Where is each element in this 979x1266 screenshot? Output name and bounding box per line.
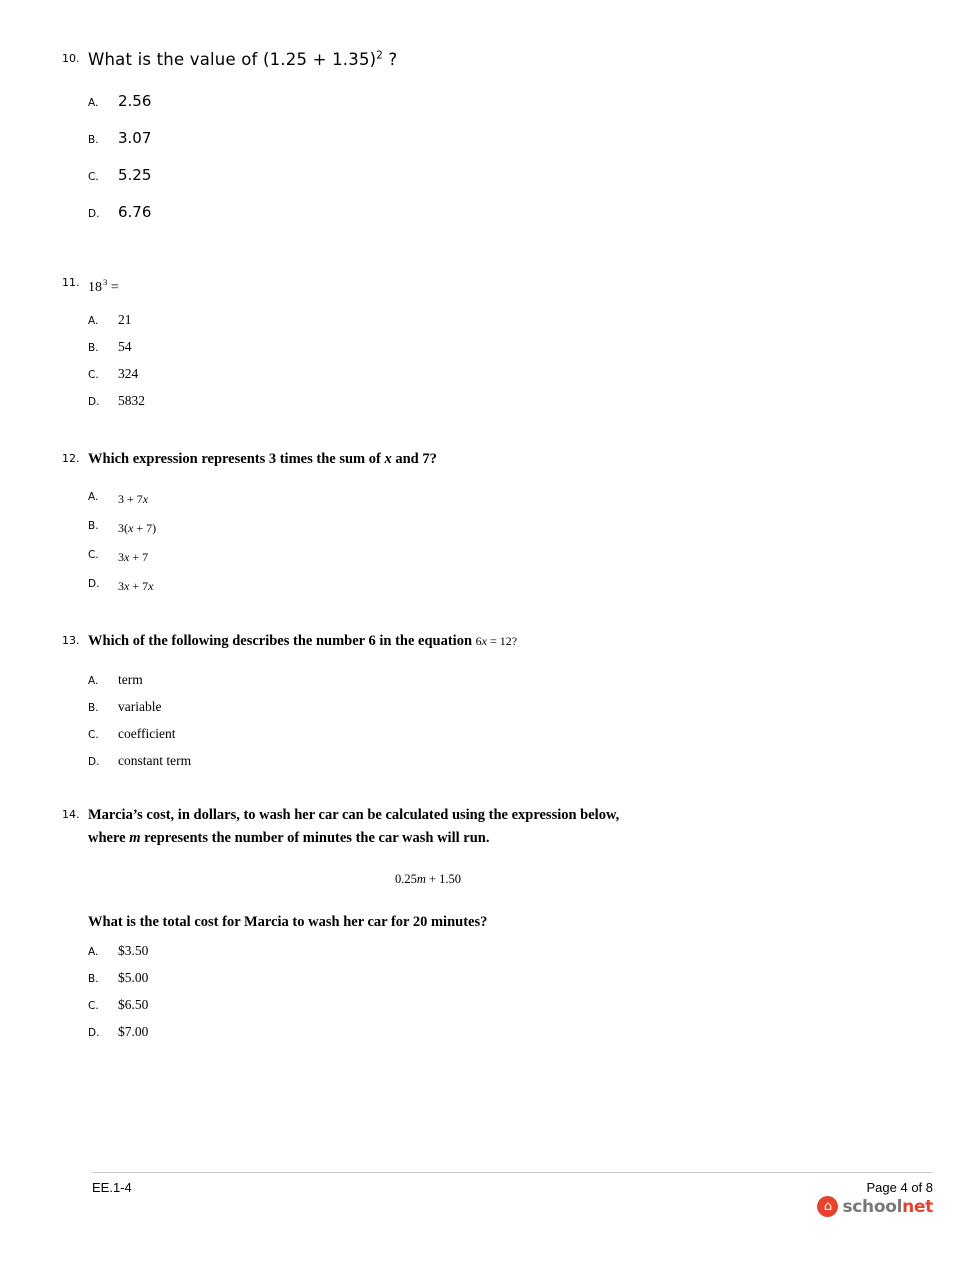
question-13-option-d xyxy=(88,753,979,773)
option-text: 2.56 xyxy=(118,92,152,110)
option-letter: B. xyxy=(88,520,99,532)
question-11-stem-tail: = xyxy=(107,280,119,295)
option-text: $7.00 xyxy=(118,1024,149,1039)
option-text: term xyxy=(118,672,143,687)
option-letter: C. xyxy=(88,729,99,741)
question-11-stem xyxy=(88,277,979,296)
option-letter: D. xyxy=(88,1027,100,1039)
option-letter: A. xyxy=(88,315,99,327)
option-text: $6.50 xyxy=(118,997,149,1012)
question-10-stem-text: What is the value of (1.25 + 1.35) xyxy=(88,50,377,69)
question-10-number: 10. xyxy=(62,52,80,65)
logo-school-text: school xyxy=(842,1196,903,1217)
question-14 xyxy=(0,804,979,1051)
question-14-option-b xyxy=(88,970,979,990)
question-14-option-c xyxy=(88,997,979,1017)
option-text: variable xyxy=(118,699,162,714)
option-text: 5832 xyxy=(118,393,145,408)
question-12-number: 12. xyxy=(62,452,80,465)
option-letter: D. xyxy=(88,208,100,220)
option-expression: 3x + 7x xyxy=(118,579,154,593)
question-11 xyxy=(0,272,979,420)
option-letter: B. xyxy=(88,973,99,985)
standard-code: EE.1-4 xyxy=(92,1180,132,1195)
question-10-option-c xyxy=(88,166,979,188)
question-14-number: 14. xyxy=(62,808,80,821)
question-13-number: 13. xyxy=(62,634,80,647)
question-14-option-a xyxy=(88,943,979,963)
question-11-base: 18 xyxy=(88,280,102,295)
question-10-stem-tail: ? xyxy=(382,50,398,69)
question-13-option-a xyxy=(88,672,979,692)
option-letter: A. xyxy=(88,97,99,109)
question-12-option-d xyxy=(88,576,979,598)
page-number: Page 4 of 8 xyxy=(866,1180,933,1195)
question-10 xyxy=(0,48,979,240)
option-letter: C. xyxy=(88,171,99,183)
schoolnet-wordmark xyxy=(842,1197,933,1217)
option-letter: B. xyxy=(88,342,99,354)
question-12-option-a xyxy=(88,489,979,511)
question-10-exponent: 2 xyxy=(376,50,383,62)
option-expression: 3x + 7 xyxy=(118,550,149,564)
option-expression: 3 + 7x xyxy=(118,492,149,506)
question-14-intro xyxy=(88,804,768,850)
option-letter: C. xyxy=(88,549,99,561)
question-10-stem xyxy=(88,48,979,72)
question-11-option-b xyxy=(88,339,979,359)
option-text: 21 xyxy=(118,312,132,327)
question-12-option-b xyxy=(88,518,979,540)
option-letter: C. xyxy=(88,369,99,381)
question-13-option-b xyxy=(88,699,979,719)
question-12-stem xyxy=(88,448,979,471)
question-11-exponent: 3 xyxy=(103,277,108,288)
question-12-variable: x xyxy=(384,451,392,467)
question-10-option-b xyxy=(88,129,979,151)
option-letter: A. xyxy=(88,491,99,503)
option-text: 6.76 xyxy=(118,203,152,221)
question-13-option-c xyxy=(88,726,979,746)
question-13-stem-text: Which of the following describes the number 6 in the equation xyxy=(88,633,476,649)
question-11-options xyxy=(88,312,979,413)
question-14-intro-line2-post: represents the number of minutes the car wash will run. xyxy=(140,830,490,846)
question-10-option-d xyxy=(88,203,979,225)
question-13-equation: 6x = 12? xyxy=(475,634,518,648)
question-14-intro-line2-pre: where xyxy=(88,830,130,846)
option-letter: D. xyxy=(88,578,100,590)
question-14-variable: m xyxy=(129,830,141,846)
question-12-options xyxy=(88,489,979,598)
footer-divider xyxy=(92,1172,933,1173)
option-letter: A. xyxy=(88,675,99,687)
question-12-stem-post: and 7? xyxy=(391,451,437,467)
option-expression: 3(x + 7) xyxy=(118,521,157,535)
question-14-intro-line1: Marcia’s cost, in dollars, to wash her car can be calculated using the expression below, xyxy=(88,807,620,823)
question-14-options xyxy=(88,943,979,1044)
option-text: 54 xyxy=(118,339,132,354)
option-letter: D. xyxy=(88,756,100,768)
question-11-option-c xyxy=(88,366,979,386)
question-11-option-d xyxy=(88,393,979,413)
question-11-number: 11. xyxy=(62,276,80,289)
question-13-stem xyxy=(88,630,979,653)
question-11-option-a xyxy=(88,312,979,332)
option-text: coefficient xyxy=(118,726,176,741)
logo-net-text: net xyxy=(902,1196,933,1217)
question-13 xyxy=(0,630,979,780)
question-12 xyxy=(0,448,979,605)
question-14-prompt: What is the total cost for Marcia to wash her car for 20 minutes? xyxy=(88,914,488,930)
schoolnet-logo xyxy=(817,1196,933,1217)
question-14-expression: 0.25m + 1.50 xyxy=(394,872,462,886)
option-letter: B. xyxy=(88,134,99,146)
question-12-stem-pre: Which expression represents 3 times the sum of xyxy=(88,451,385,467)
option-letter: B. xyxy=(88,702,99,714)
question-13-options xyxy=(88,672,979,773)
question-12-option-c xyxy=(88,547,979,569)
schoolnet-home-icon: ⌂ xyxy=(817,1196,838,1217)
option-letter: A. xyxy=(88,946,99,958)
option-text: $3.50 xyxy=(118,943,149,958)
question-14-option-d xyxy=(88,1024,979,1044)
option-text: 3.07 xyxy=(118,129,152,147)
option-text: 5.25 xyxy=(118,166,152,184)
option-text: constant term xyxy=(118,753,192,768)
option-letter: D. xyxy=(88,396,100,408)
question-10-option-a xyxy=(88,92,979,114)
option-text: $5.00 xyxy=(118,970,149,985)
option-letter: C. xyxy=(88,1000,99,1012)
option-text: 324 xyxy=(118,366,139,381)
question-10-options xyxy=(88,92,979,225)
